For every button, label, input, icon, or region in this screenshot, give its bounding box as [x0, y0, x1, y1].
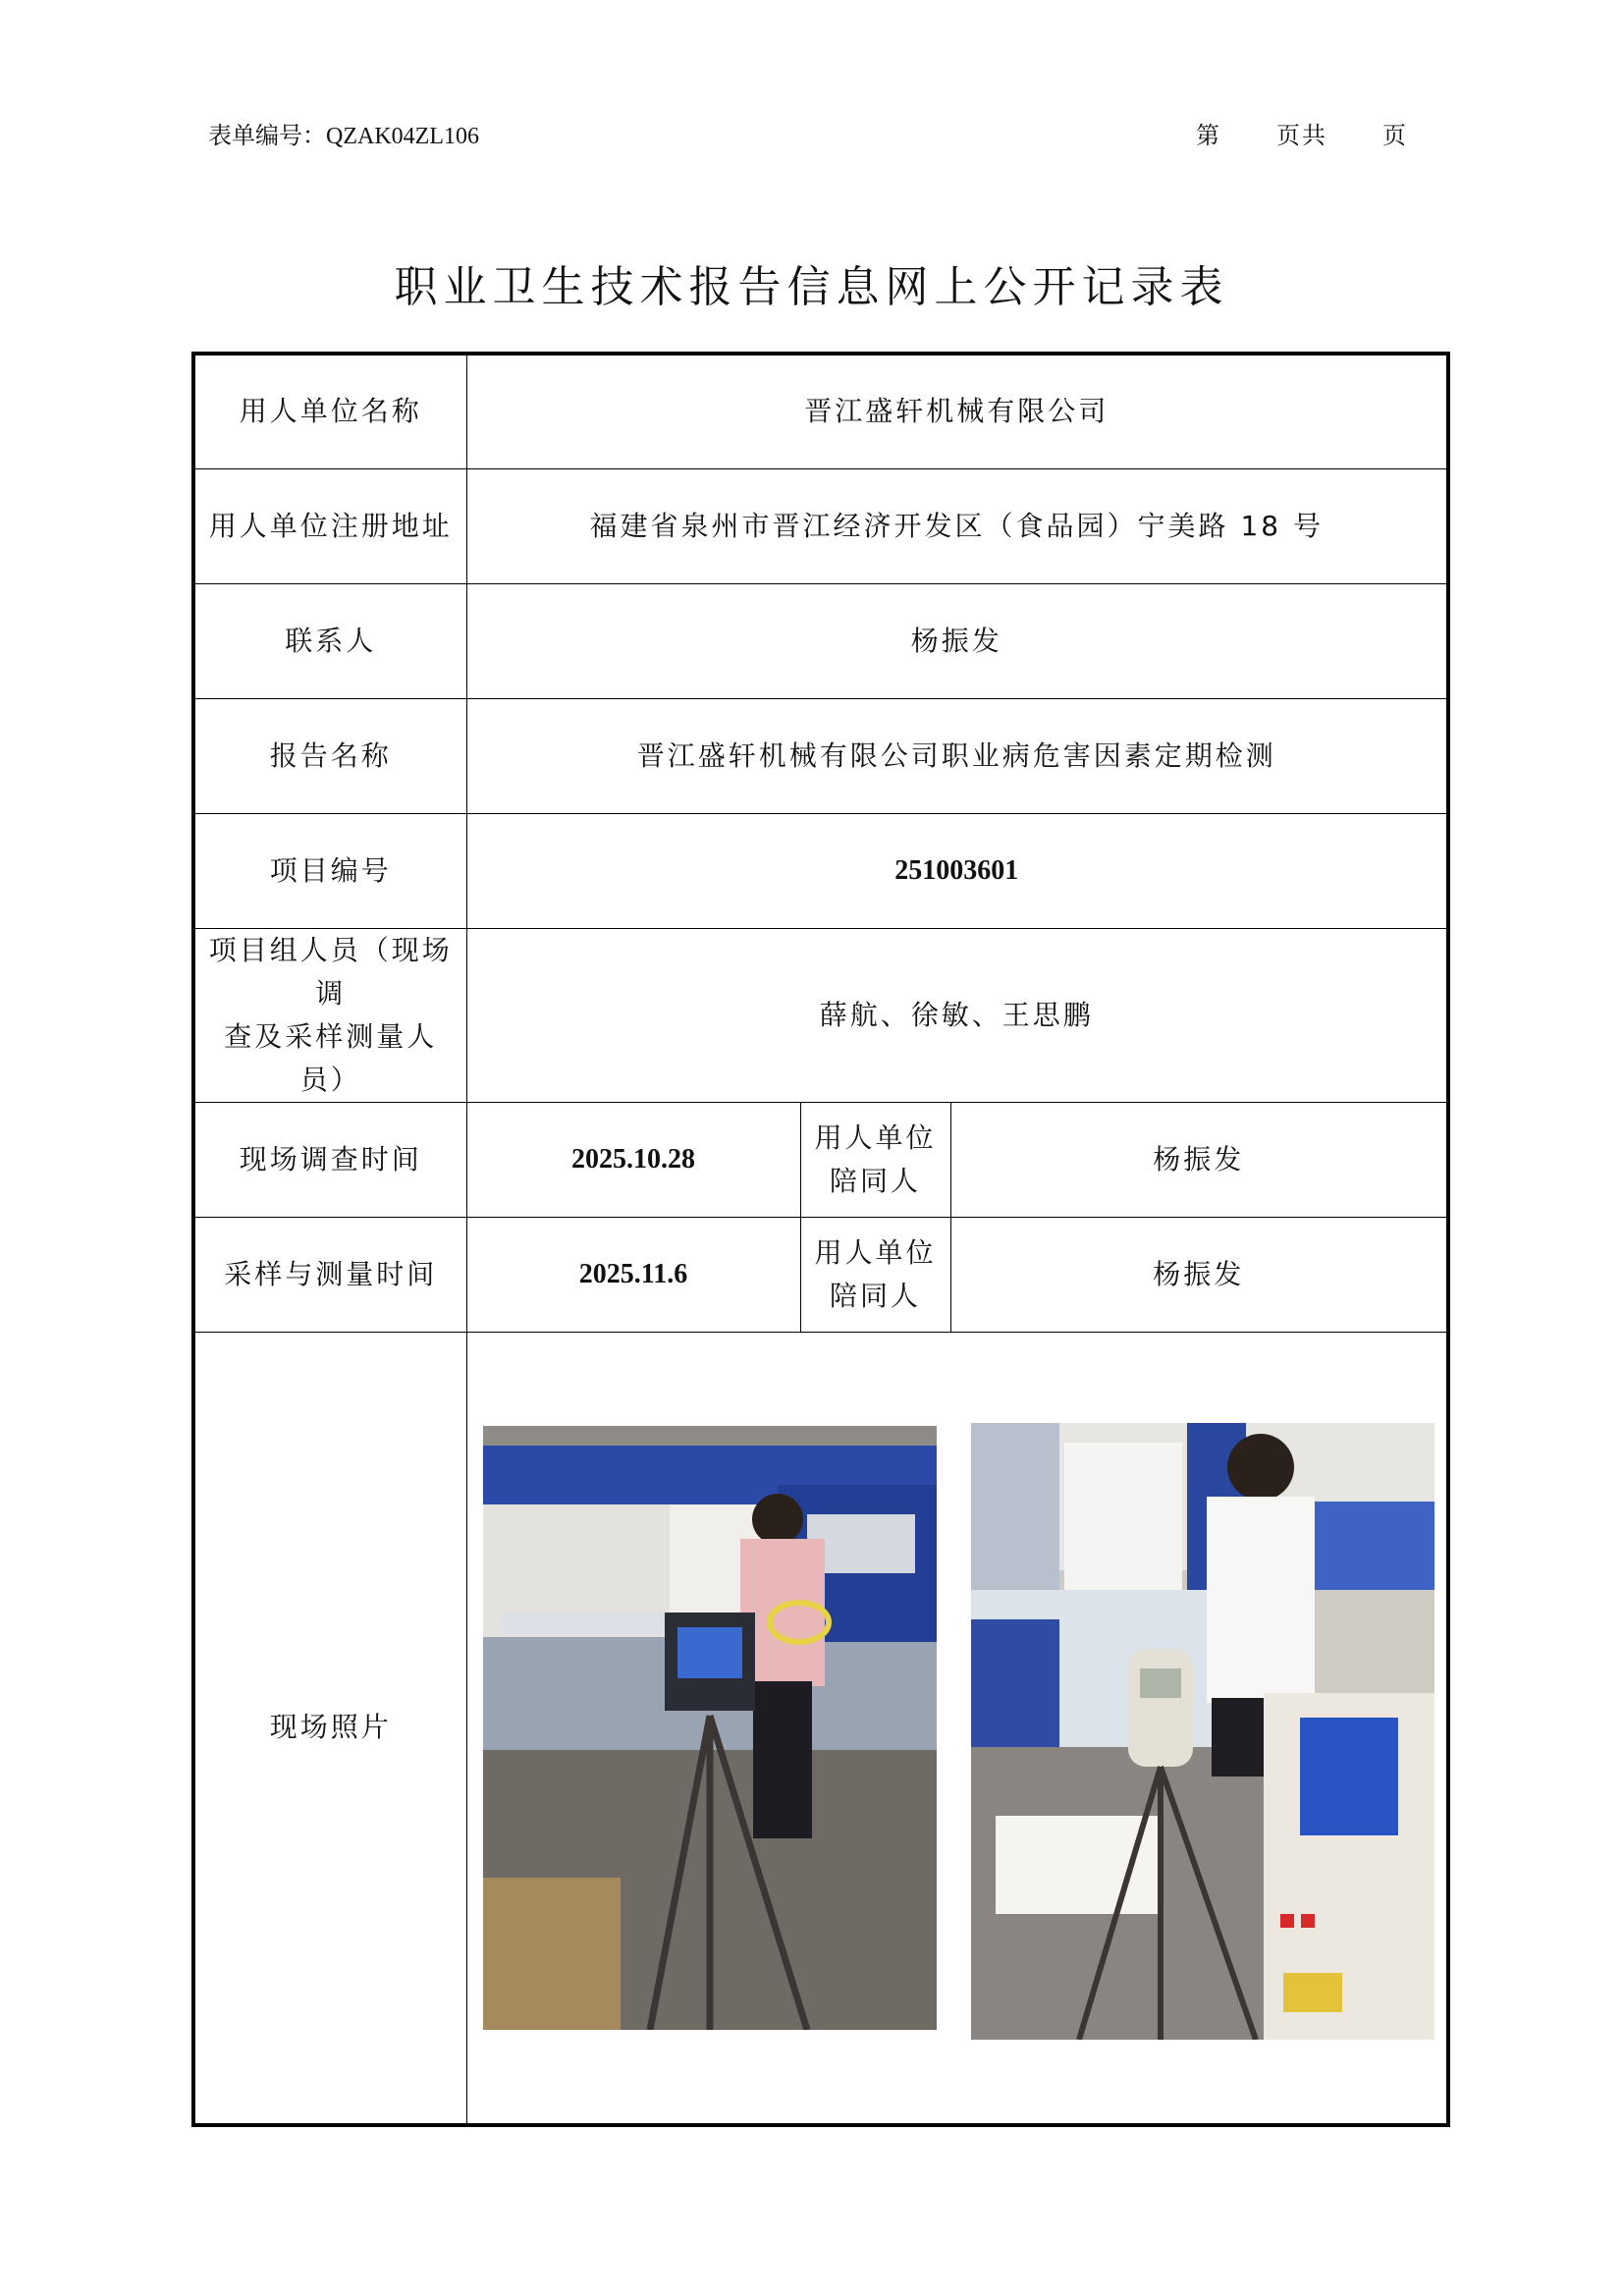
team-members-label [193, 928, 466, 1102]
row-employer-name [193, 354, 1448, 468]
sampling-label: 采样与测量时间 [193, 1217, 466, 1332]
sampling-companion-label-line2: 陪同人 [829, 1279, 921, 1312]
site-photo-measurement [971, 1423, 1434, 2040]
employer-name-label: 用人单位名称 [193, 354, 466, 468]
site-survey-companion-label-line2: 陪同人 [829, 1164, 921, 1197]
site-survey-companion: 杨振发 [950, 1102, 1448, 1217]
site-photos-label: 现场照片 [193, 1332, 466, 2125]
site-survey-date: 2025.10.28 [466, 1102, 800, 1217]
row-project-number [193, 813, 1448, 928]
site-photos-cell [466, 1332, 1448, 2125]
report-name-value: 晋江盛轩机械有限公司职业病危害因素定期检测 [466, 698, 1448, 813]
page-ye-label: 页 [1382, 124, 1408, 149]
row-site-survey [193, 1102, 1448, 1217]
row-team-members [193, 928, 1448, 1102]
employer-name-value: 晋江盛轩机械有限公司 [466, 354, 1448, 468]
contact-value: 杨振发 [466, 583, 1448, 698]
sampling-companion: 杨振发 [950, 1217, 1448, 1332]
row-employer-address [193, 468, 1448, 583]
row-contact [193, 583, 1448, 698]
employer-address-label: 用人单位注册地址 [193, 468, 466, 583]
row-report-name [193, 698, 1448, 813]
sampling-companion-label [800, 1217, 950, 1332]
site-survey-companion-label [800, 1102, 950, 1217]
team-members-label-line1: 项目组人员（现场调 [208, 933, 453, 1010]
sampling-companion-label-line1: 用人单位 [814, 1235, 937, 1269]
team-members-value: 薛航、徐敏、王思鹏 [466, 928, 1448, 1102]
contact-label: 联系人 [193, 583, 466, 698]
report-name-label: 报告名称 [193, 698, 466, 813]
project-number-value: 251003601 [466, 813, 1448, 928]
project-number-label: 项目编号 [193, 813, 466, 928]
site-photo-sampling [483, 1426, 937, 2030]
site-survey-label: 现场调查时间 [193, 1102, 466, 1217]
document-title: 职业卫生技术报告信息网上公开记录表 [394, 262, 1229, 312]
form-number: 表单编号：QZAK04ZL106 [208, 124, 479, 149]
page-ye-gong-label: 页共 [1276, 124, 1327, 149]
team-members-label-line2: 查及采样测量人员） [224, 1019, 438, 1096]
sampling-date: 2025.11.6 [466, 1217, 800, 1332]
row-sampling [193, 1217, 1448, 1332]
employer-address-value: 福建省泉州市晋江经济开发区（食品园）宁美路 18 号 [466, 468, 1448, 583]
site-survey-companion-label-line1: 用人单位 [814, 1121, 937, 1154]
site-photos [467, 1333, 1447, 2123]
row-site-photos [193, 1332, 1448, 2125]
page-di-label: 第 [1196, 124, 1221, 149]
page-indicator [1196, 116, 1408, 150]
record-table [191, 352, 1450, 2127]
